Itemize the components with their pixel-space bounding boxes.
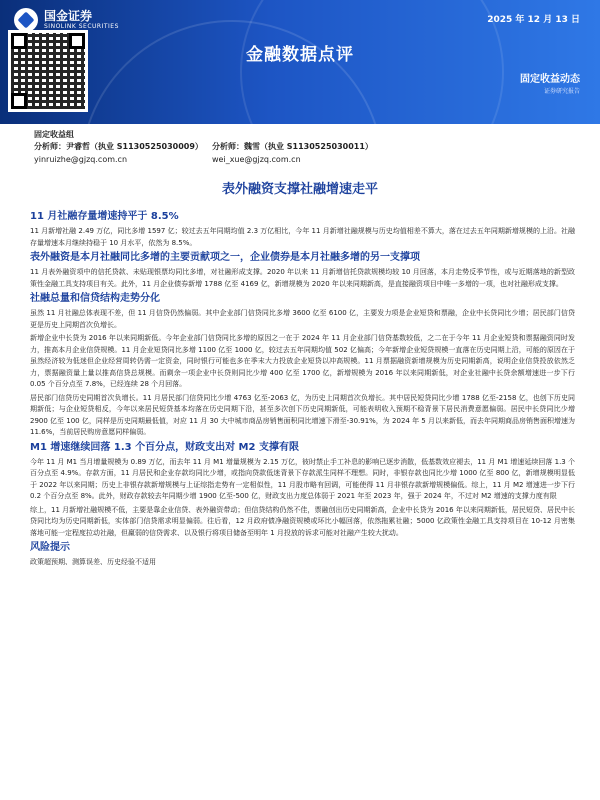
analyst-2-email[interactable]: wei_xue@gjzq.com.cn [212, 155, 301, 164]
paragraph: 虽然 11 月社融总体表现不差，但 11 月信贷仍然偏弱。其中企业部门信贷同比多增 3600 亿至 6100 亿，主要发力项是企业短贷和票融，企业中长贷同比少增；居民部门信贷更是历史上同期首次负增长。 [30, 309, 575, 329]
qr-code-icon[interactable] [8, 30, 88, 112]
logo-icon [14, 8, 38, 32]
section-heading: M1 增速继续回落 1.3 个百分点，财政支出对 M2 支撑有限 [30, 441, 299, 453]
report-subcategory: 证券研究报告 [543, 88, 580, 95]
paragraph: 11 月表外融资项中的信托贷款、未贴现银票均同比多增，对社融形成支撑。2020 年以来 11 月新增信托贷款规模均较 10 月回落，本月走势反季节性，或与近期落地的新型政策性金融工具支持项目有关。此外，11 月企业债券新增 1788 亿至 4169 亿，新增规模为 2020 年以来同期新高，是直接融资项目中唯一多增的一项，也对社融形成支撑。 [30, 268, 575, 288]
paragraph: 综上，11 月新增社融规模不低，主要是靠企业信贷、表外融资带动；但信贷结构仍然不佳，票融创出历史同期新高，企业中长贷为 2016 年以来同期新低，居民短贷、居民中长贷同比均为历史同期新低，实体部门信贷需求明显偏弱。往后看，12 月政府债净融资规模或环比小幅回落，依然拖累社融；5000 亿政策性金融工具支持项目在 10-12 月密集落地可能一定程度拉动社融，但羸弱的信贷需求、以及银行将项目储备至明年 1 月投放的诉求可能对社融产生较大扰动。 [30, 505, 575, 537]
section-heading: 11 月社融存量增速持平于 8.5% [30, 211, 179, 222]
company-logo [14, 8, 119, 32]
document-title: 表外融资支撑社融增速走平 [221, 182, 378, 197]
paragraph: 居民部门信贷历史同期首次负增长。11 月居民部门信贷同比少增 4763 亿至-2063 亿，为历史上同期首次负增长。其中居民短贷同比少增 1788 亿至-2158 亿，也创下历史同期新低；与企业短贷相反，今年以来居民短贷基本均落在历史同期下沿，甚至多次创下历史同期新低，可能表明收入预期不稳背景下居民消费意愿偏弱。居民中长贷同比少增 2900 亿至 100 亿，同样是历史同期最低值，对应 11 月 30 大中城市商品房销售面积同比增速下滑至-30.91%，为 2024 年 5 月以来新低，而去年同期商品房销售面积增速为 11.6%，当前居民购房意愿同样偏弱。 [30, 393, 575, 436]
logo-name-en: SINOLINK SECURITIES [44, 22, 119, 30]
logo-name-cn: 国金证券 [44, 8, 93, 23]
analyst-2: 分析师：魏雪（执业 S1130525030011） [212, 142, 373, 151]
report-body [30, 210, 575, 571]
report-type-title: 金融数据点评 [246, 45, 354, 65]
analyst-1-email[interactable]: yinruizhe@gjzq.com.cn [34, 155, 128, 164]
paragraph: 11 月新增社融 2.49 万亿，同比多增 1597 亿；较过去五年同期均值 2.3 万亿相比，今年 11 月新增社融规模与历史均值相差不算大，落在过去五年同期新增规模的上沿。社融存量增速本月继续持稳于 10 月水平，依然为 8.5%。 [30, 227, 575, 247]
risk-heading: 风险提示 [30, 542, 70, 553]
paragraph: 今年 11 月 M1 当月增量规模为 0.89 万亿，而去年 11 月 M1 增量规模为 2.15 万亿，彼时禁止手工补息的影响已逐步消散，低基数效应褪去，11 月 M1 增速延续回落 1.3 个百分点至 4.9%。存款方面，11 月居民和企业存款均同比少增，或指向贷款低迷背景下存款派生同样不理想。同时，非银存款也同比少增 1000 亿至 800 亿，新增规模明显低于 2022 年以来同期；历史上非银存款新增规模与上证综指走势有一定相似性，11 月股市略有回调，可能使得 11 月非银存款新增规模偏低。综上，11 月 M2 增速进一步下行 0.2 个百分点至 8%。此外，财政存款较去年同期少增 1900 亿至-500 亿，财政支出力度总体弱于 2021 年至 2023 年，强于 2024 年，不过对 M2 增速的支撑力度有限 [30, 457, 575, 500]
report-date: 2025 年 12 月 13 日 [487, 15, 580, 25]
report-category: 固定收益动态 [520, 74, 580, 85]
risk-text: 政策超预期、测算误差、历史经验不适用 [30, 558, 156, 566]
header-banner [0, 0, 600, 124]
paragraph: 新增企业中长贷为 2016 年以来同期新低。今年企业部门信贷同比多增的原因之一在于 2024 年 11 月企业部门信贷基数较低，之二在于今年 11 月企业短贷和票据融资同时发力，推高本月企业信贷规模。11 月企业短贷同比多增 1100 亿至 1000 亿，较过去五年同期均值 502 亿偏高；今年新增企业短贷规模一直落在历史同期上沿，可能的原因在于虽然经济较为低迷但企业经营周转仍需一定资金，同时银行可能也多在季末大力投放企业短贷以冲高规模。11 月票据融资新增规模为历史同期新高，说明企业信贷投放依然乏力，票据融资量上量以推高信贷总规模。而剩余一项企业中长贷则同比少增 400 亿至 1700 亿，新增规模为 2016 年以来同期新低，对企业社融中长贷余额增速进一步下行 0.05 个百分点至 7.8%，已经连续 28 个月回落。 [30, 334, 575, 388]
research-group: 固定收益组 [34, 130, 74, 139]
section-heading: 表外融资是本月社融同比多增的主要贡献项之一，企业债券是本月社融多增的另一支撑项 [30, 252, 420, 263]
section-heading: 社融总量和信贷结构走势分化 [30, 293, 160, 304]
analyst-1: 分析师：尹睿哲（执业 S1130525030009） [34, 142, 203, 151]
